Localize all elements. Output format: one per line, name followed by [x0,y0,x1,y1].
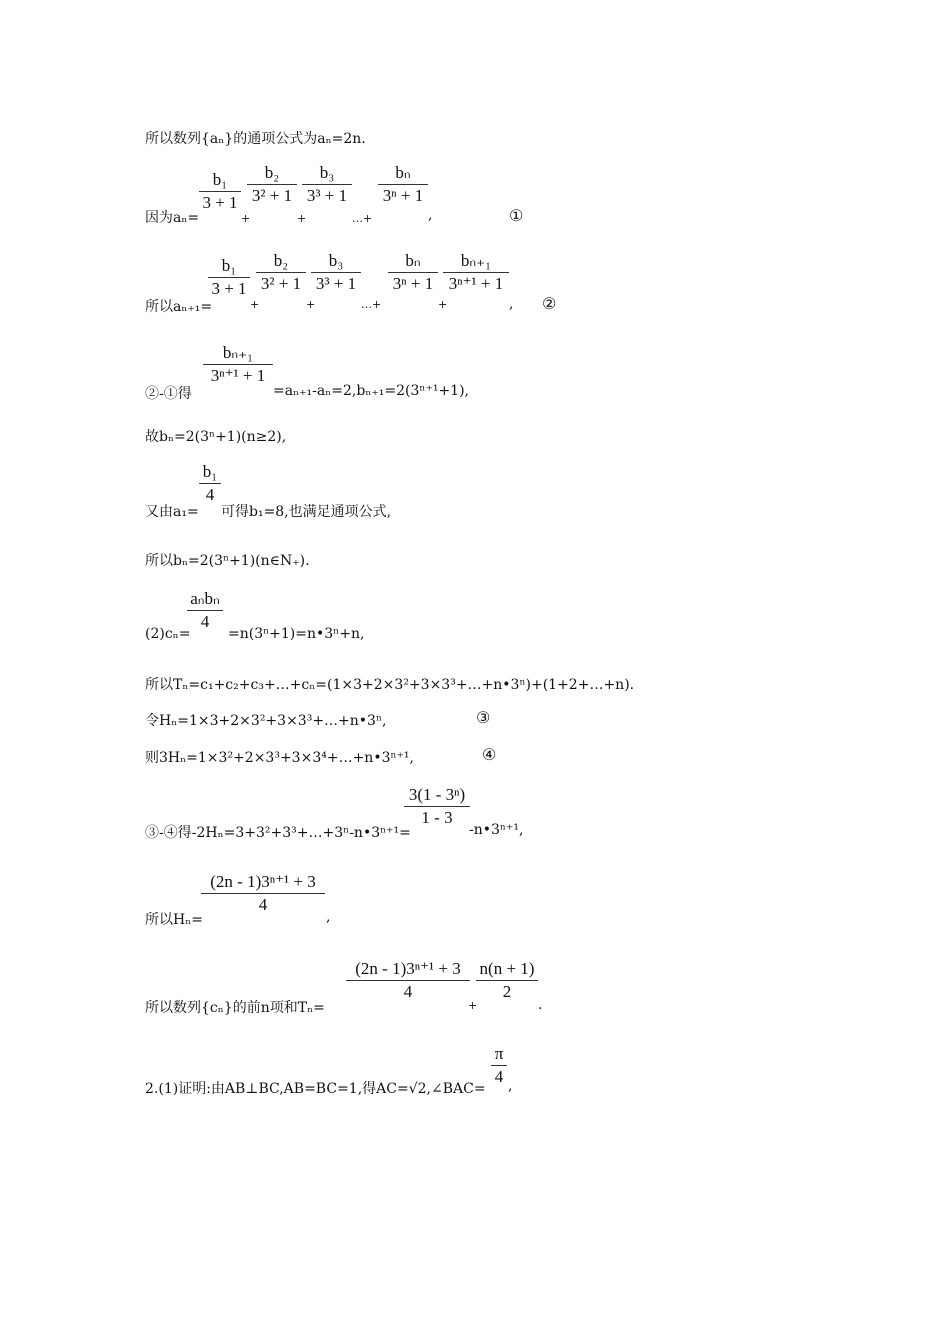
fraction-denominator: 3ⁿ + 1 [382,186,424,205]
comma: , [509,296,514,312]
equation-text: =aₙ₊₁-aₙ=2,bₙ₊₁=2(3ⁿ⁺¹+1), [273,383,469,399]
fraction-numerator: bₙ [405,251,421,270]
equation-number: ① [509,206,524,225]
fraction-bar [256,272,306,273]
fraction-denominator: 3 + 1 [211,279,247,298]
text-line: 所以bₙ=2(3ⁿ+1)(n∈N₊). [145,553,310,569]
fraction-term [208,256,250,299]
equation-text: -n•3ⁿ⁺¹, [469,822,524,838]
equation-label: 因为aₙ= [145,210,200,226]
fraction-denominator: 3ⁿ⁺¹ + 1 [210,366,266,385]
fraction-denominator: 2 [502,982,512,1001]
plus-sign: + [468,999,478,1012]
equation-label: 所以数列{cₙ}的前n项和Tₙ= [145,1000,325,1016]
fraction-term [476,959,538,1002]
text-line: 令Hₙ=1×3+2×3²+3×3³+…+n•3ⁿ, [145,713,387,729]
fraction-numerator: (2n - 1)3ⁿ⁺¹ + 3 [210,872,316,891]
fraction-numerator: n(n + 1) [479,959,535,978]
fraction-bar [201,893,325,894]
fraction-term [404,785,470,828]
fraction-denominator: 4 [258,895,268,914]
fraction-numerator: b₂ [273,251,289,270]
equation-text: 2.(1)证明:由AB⊥BC,AB=BC=1,得AC=√2,∠BAC= [145,1081,486,1097]
period: . [538,997,543,1013]
fraction-term [201,872,325,915]
fraction-numerator: b₁ [212,170,228,189]
fraction-denominator: 3³ + 1 [315,274,357,293]
fraction-numerator: b₁ [221,256,237,275]
fraction-denominator: 3ⁿ⁺¹ + 1 [448,274,504,293]
text-line: 则3Hₙ=1×3²+2×3³+3×3⁴+…+n•3ⁿ⁺¹, [145,750,414,766]
plus-sign: + [250,298,260,311]
fraction-numerator: π [494,1044,504,1063]
equation-text: 可得b₁=8,也满足通项公式, [221,504,392,520]
fraction-term [247,163,297,206]
fraction-denominator: 4 [494,1067,504,1086]
fraction-numerator: b₃ [328,251,344,270]
fraction-numerator: b₂ [264,163,280,182]
fraction-numerator: bₙ₊₁ [222,343,254,362]
fraction-bar [199,191,241,192]
fraction-denominator: 4 [205,485,215,504]
fraction-denominator: 3³ + 1 [306,186,348,205]
fraction-denominator: 4 [403,982,413,1001]
fraction-term [443,251,509,294]
fraction-term [346,959,470,1002]
fraction-numerator: aₙbₙ [190,589,220,608]
fraction-bar [247,184,297,185]
equation-number: ④ [482,745,497,764]
fraction-term [311,251,361,294]
plus-sign: + [241,212,251,225]
fraction-term [302,163,352,206]
fraction-term [199,170,241,213]
fraction-denominator: 1 - 3 [421,808,453,827]
fraction-numerator: bₙ [395,163,411,182]
fraction-bar [302,184,352,185]
equation-text: =n(3ⁿ+1)=n•3ⁿ+n, [228,626,365,642]
comma: , [326,909,331,925]
fraction-term [203,343,273,386]
fraction-denominator: 3 + 1 [202,193,238,212]
fraction-term [388,251,438,294]
text-line: 所以Tₙ=c₁+c₂+c₃+…+cₙ=(1×3+2×3²+3×3³+…+n•3ⁿ)+(1+2+…+n). [145,677,635,693]
equation-label: 又由a₁= [145,504,199,520]
fraction-bar [187,610,223,611]
plus-sign: + [297,212,307,225]
fraction-term [378,163,428,206]
text-line: 所以数列{aₙ}的通项公式为aₙ=2n. [145,131,366,147]
fraction-numerator: 3(1 - 3ⁿ) [408,785,466,804]
fraction-term [256,251,306,294]
fraction-bar [203,364,273,365]
fraction-bar [199,483,221,484]
fraction-numerator: b₁ [202,462,218,481]
plus-sign: + [438,298,448,311]
fraction-bar [491,1065,507,1066]
fraction-bar [404,806,470,807]
equation-number: ③ [476,708,491,727]
fraction-bar [378,184,428,185]
fraction-bar [443,272,509,273]
equation-number: ② [542,294,557,313]
text-line: 故bₙ=2(3ⁿ+1)(n≥2), [145,429,287,445]
fraction-term [491,1044,507,1087]
fraction-numerator: b₃ [319,163,335,182]
fraction-bar [208,277,250,278]
fraction-bar [346,980,470,981]
equation-text: ③-④得-2Hₙ=3+3²+3³+…+3ⁿ-n•3ⁿ⁺¹= [145,825,411,841]
equation-label: 所以Hₙ= [145,912,203,928]
comma: , [508,1078,513,1094]
fraction-numerator: bₙ₊₁ [460,251,492,270]
ellipsis: …+ [352,212,373,225]
fraction-denominator: 3² + 1 [260,274,302,293]
ellipsis: …+ [361,298,382,311]
fraction-term [199,462,221,505]
plus-sign: + [306,298,316,311]
fraction-numerator: (2n - 1)3ⁿ⁺¹ + 3 [355,959,461,978]
equation-label: (2)cₙ= [145,626,191,642]
fraction-denominator: 3ⁿ + 1 [392,274,434,293]
comma: , [428,207,433,223]
equation-label: 所以aₙ₊₁= [145,299,213,315]
fraction-bar [311,272,361,273]
fraction-denominator: 3² + 1 [251,186,293,205]
fraction-term [187,589,223,632]
fraction-bar [388,272,438,273]
fraction-bar [476,980,538,981]
equation-label: ②-①得 [145,386,192,402]
fraction-denominator: 4 [200,612,210,631]
